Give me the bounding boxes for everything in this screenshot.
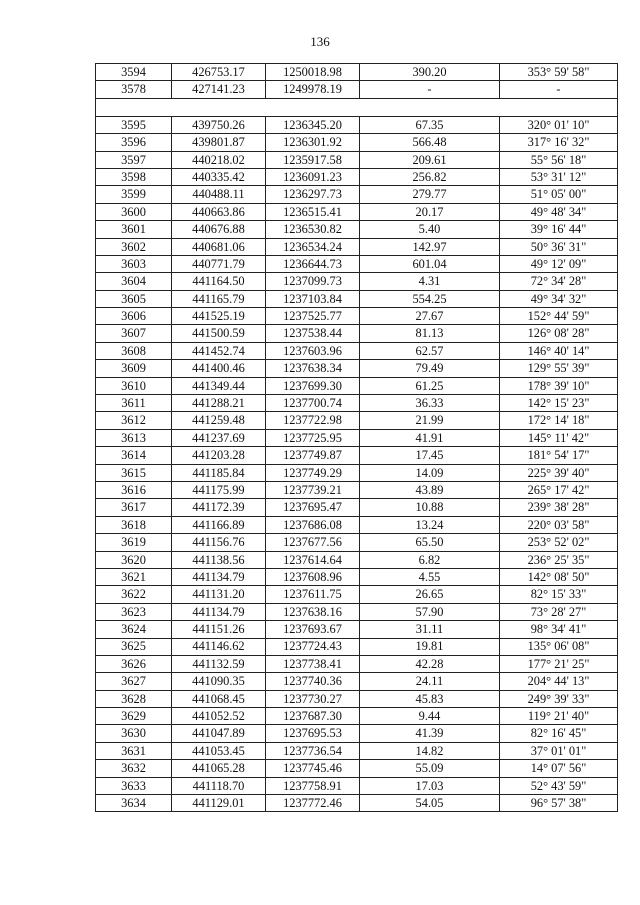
bearing-cell: 135° 06' 08" <box>500 638 618 655</box>
y-coordinate-cell: 1237772.46 <box>266 795 360 812</box>
distance-cell: 36.33 <box>360 395 500 412</box>
distance-cell: 41.39 <box>360 725 500 742</box>
y-coordinate-cell: 1236301.92 <box>266 134 360 151</box>
x-coordinate-cell: 440335.42 <box>172 168 266 185</box>
y-coordinate-cell: 1237745.46 <box>266 760 360 777</box>
point-number-cell: 3578 <box>96 81 172 98</box>
table-row <box>96 655 618 672</box>
bearing-cell: 55° 56' 18" <box>500 151 618 168</box>
table-row <box>96 186 618 203</box>
y-coordinate-cell: 1237695.53 <box>266 725 360 742</box>
distance-cell: 4.55 <box>360 568 500 585</box>
table-row <box>96 516 618 533</box>
distance-cell: 55.09 <box>360 760 500 777</box>
table-row <box>96 412 618 429</box>
bearing-cell: 317° 16' 32" <box>500 134 618 151</box>
y-coordinate-cell: 1236644.73 <box>266 255 360 272</box>
bearing-cell: 50° 36' 31" <box>500 238 618 255</box>
point-number-cell: 3597 <box>96 151 172 168</box>
bearing-cell: 204° 44' 13" <box>500 673 618 690</box>
y-coordinate-cell: 1237693.67 <box>266 621 360 638</box>
y-coordinate-cell: 1237638.34 <box>266 360 360 377</box>
table-row <box>96 377 618 394</box>
table-row <box>96 638 618 655</box>
bearing-cell: 126° 08' 28" <box>500 325 618 342</box>
bearing-cell: 53° 31' 12" <box>500 168 618 185</box>
distance-cell: 65.50 <box>360 534 500 551</box>
y-coordinate-cell: 1237603.96 <box>266 342 360 359</box>
point-number-cell: 3617 <box>96 499 172 516</box>
x-coordinate-cell: 441053.45 <box>172 742 266 759</box>
table-row <box>96 621 618 638</box>
point-number-cell: 3605 <box>96 290 172 307</box>
distance-cell: 14.82 <box>360 742 500 759</box>
point-number-cell: 3631 <box>96 742 172 759</box>
y-coordinate-cell: 1237722.98 <box>266 412 360 429</box>
distance-cell: 43.89 <box>360 481 500 498</box>
table-row <box>96 795 618 812</box>
y-coordinate-cell: 1237730.27 <box>266 690 360 707</box>
point-number-cell: 3634 <box>96 795 172 812</box>
distance-cell: 17.03 <box>360 777 500 794</box>
x-coordinate-cell: 441165.79 <box>172 290 266 307</box>
bearing-cell: 98° 34' 41" <box>500 621 618 638</box>
bearing-cell: 236° 25' 35" <box>500 551 618 568</box>
table-body-main <box>96 116 618 812</box>
bearing-cell: 152° 44' 59" <box>500 308 618 325</box>
y-coordinate-cell: 1236530.82 <box>266 221 360 238</box>
x-coordinate-cell: 441185.84 <box>172 464 266 481</box>
bearing-cell: 181° 54' 17" <box>500 447 618 464</box>
x-coordinate-cell: 441164.50 <box>172 273 266 290</box>
bearing-cell: 265° 17' 42" <box>500 481 618 498</box>
y-coordinate-cell: 1237614.64 <box>266 551 360 568</box>
point-number-cell: 3613 <box>96 429 172 446</box>
table-row <box>96 760 618 777</box>
y-coordinate-cell: 1237638.16 <box>266 603 360 620</box>
y-coordinate-cell: 1237738.41 <box>266 655 360 672</box>
x-coordinate-cell: 441166.89 <box>172 516 266 533</box>
distance-cell: 390.20 <box>360 64 500 81</box>
x-coordinate-cell: 426753.17 <box>172 64 266 81</box>
x-coordinate-cell: 439750.26 <box>172 116 266 133</box>
bearing-cell: 142° 15' 23" <box>500 395 618 412</box>
bearing-cell: 73° 28' 27" <box>500 603 618 620</box>
point-number-cell: 3598 <box>96 168 172 185</box>
point-number-cell: 3600 <box>96 203 172 220</box>
x-coordinate-cell: 440663.86 <box>172 203 266 220</box>
x-coordinate-cell: 441129.01 <box>172 795 266 812</box>
y-coordinate-cell: 1236297.73 <box>266 186 360 203</box>
bearing-cell: 225° 39' 40" <box>500 464 618 481</box>
x-coordinate-cell: 441172.39 <box>172 499 266 516</box>
point-number-cell: 3625 <box>96 638 172 655</box>
table-row <box>96 603 618 620</box>
bearing-cell: - <box>500 81 618 98</box>
bearing-cell: 172° 14' 18" <box>500 412 618 429</box>
point-number-cell: 3612 <box>96 412 172 429</box>
distance-cell: 41.91 <box>360 429 500 446</box>
table-row <box>96 342 618 359</box>
y-coordinate-cell: 1237749.87 <box>266 447 360 464</box>
bearing-cell: 119° 21' 40" <box>500 708 618 725</box>
y-coordinate-cell: 1236515.41 <box>266 203 360 220</box>
point-number-cell: 3615 <box>96 464 172 481</box>
point-number-cell: 3608 <box>96 342 172 359</box>
y-coordinate-cell: 1236091.23 <box>266 168 360 185</box>
table-row <box>96 499 618 516</box>
bearing-cell: 145° 11' 42" <box>500 429 618 446</box>
distance-cell: 20.17 <box>360 203 500 220</box>
point-number-cell: 3629 <box>96 708 172 725</box>
bearing-cell: 51° 05' 00" <box>500 186 618 203</box>
bearing-cell: 129° 55' 39" <box>500 360 618 377</box>
point-number-cell: 3624 <box>96 621 172 638</box>
point-number-cell: 3607 <box>96 325 172 342</box>
table-row <box>96 325 618 342</box>
distance-cell: 42.28 <box>360 655 500 672</box>
distance-cell: 10.88 <box>360 499 500 516</box>
table-row <box>96 708 618 725</box>
x-coordinate-cell: 441090.35 <box>172 673 266 690</box>
y-coordinate-cell: 1237724.43 <box>266 638 360 655</box>
x-coordinate-cell: 441134.79 <box>172 568 266 585</box>
table-row <box>96 586 618 603</box>
y-coordinate-cell: 1237699.30 <box>266 377 360 394</box>
table-body-top <box>96 64 618 99</box>
bearing-cell: 353° 59' 58" <box>500 64 618 81</box>
distance-cell: 209.61 <box>360 151 500 168</box>
table-row <box>96 690 618 707</box>
table-row <box>96 777 618 794</box>
bearing-cell: 49° 48' 34" <box>500 203 618 220</box>
distance-cell: 6.82 <box>360 551 500 568</box>
x-coordinate-cell: 441452.74 <box>172 342 266 359</box>
table-row <box>96 203 618 220</box>
distance-cell: - <box>360 81 500 98</box>
x-coordinate-cell: 441156.76 <box>172 534 266 551</box>
distance-cell: 566.48 <box>360 134 500 151</box>
table-row <box>96 429 618 446</box>
table-row <box>96 568 618 585</box>
x-coordinate-cell: 441068.45 <box>172 690 266 707</box>
table-row <box>96 447 618 464</box>
distance-cell: 54.05 <box>360 795 500 812</box>
x-coordinate-cell: 441349.44 <box>172 377 266 394</box>
table-row <box>96 551 618 568</box>
table-row <box>96 360 618 377</box>
table-row <box>96 238 618 255</box>
y-coordinate-cell: 1237695.47 <box>266 499 360 516</box>
y-coordinate-cell: 1237525.77 <box>266 308 360 325</box>
y-coordinate-cell: 1249978.19 <box>266 81 360 98</box>
x-coordinate-cell: 441138.56 <box>172 551 266 568</box>
x-coordinate-cell: 441400.46 <box>172 360 266 377</box>
bearing-cell: 220° 03' 58" <box>500 516 618 533</box>
y-coordinate-cell: 1237687.30 <box>266 708 360 725</box>
bearing-cell: 142° 08' 50" <box>500 568 618 585</box>
distance-cell: 9.44 <box>360 708 500 725</box>
point-number-cell: 3594 <box>96 64 172 81</box>
distance-cell: 4.31 <box>360 273 500 290</box>
x-coordinate-cell: 441525.19 <box>172 308 266 325</box>
bearing-cell: 178° 39' 10" <box>500 377 618 394</box>
distance-cell: 279.77 <box>360 186 500 203</box>
table-row <box>96 725 618 742</box>
y-coordinate-cell: 1235917.58 <box>266 151 360 168</box>
bearing-cell: 249° 39' 33" <box>500 690 618 707</box>
x-coordinate-cell: 441237.69 <box>172 429 266 446</box>
distance-cell: 81.13 <box>360 325 500 342</box>
x-coordinate-cell: 441203.28 <box>172 447 266 464</box>
bearing-cell: 239° 38' 28" <box>500 499 618 516</box>
y-coordinate-cell: 1237736.54 <box>266 742 360 759</box>
table-row <box>96 290 618 307</box>
point-number-cell: 3627 <box>96 673 172 690</box>
blank-separator-row <box>96 98 618 116</box>
bearing-cell: 253° 52' 02" <box>500 534 618 551</box>
point-number-cell: 3599 <box>96 186 172 203</box>
x-coordinate-cell: 427141.23 <box>172 81 266 98</box>
y-coordinate-cell: 1237686.08 <box>266 516 360 533</box>
page-number: 136 <box>310 34 330 49</box>
distance-cell: 45.83 <box>360 690 500 707</box>
y-coordinate-cell: 1237103.84 <box>266 290 360 307</box>
point-number-cell: 3620 <box>96 551 172 568</box>
bearing-cell: 82° 16' 45" <box>500 725 618 742</box>
table-row <box>96 464 618 481</box>
bearing-cell: 96° 57' 38" <box>500 795 618 812</box>
x-coordinate-cell: 441259.48 <box>172 412 266 429</box>
x-coordinate-cell: 440771.79 <box>172 255 266 272</box>
table-row <box>96 308 618 325</box>
distance-cell: 601.04 <box>360 255 500 272</box>
x-coordinate-cell: 441288.21 <box>172 395 266 412</box>
bearing-cell: 52° 43' 59" <box>500 777 618 794</box>
x-coordinate-cell: 440218.02 <box>172 151 266 168</box>
y-coordinate-cell: 1237725.95 <box>266 429 360 446</box>
point-number-cell: 3618 <box>96 516 172 533</box>
distance-cell: 554.25 <box>360 290 500 307</box>
x-coordinate-cell: 441052.52 <box>172 708 266 725</box>
distance-cell: 24.11 <box>360 673 500 690</box>
table-row <box>96 481 618 498</box>
bearing-cell: 49° 12' 09" <box>500 255 618 272</box>
y-coordinate-cell: 1237538.44 <box>266 325 360 342</box>
distance-cell: 31.11 <box>360 621 500 638</box>
x-coordinate-cell: 441131.20 <box>172 586 266 603</box>
point-number-cell: 3632 <box>96 760 172 777</box>
bearing-cell: 49° 34' 32" <box>500 290 618 307</box>
table-row <box>96 273 618 290</box>
x-coordinate-cell: 440676.88 <box>172 221 266 238</box>
bearing-cell: 14° 07' 56" <box>500 760 618 777</box>
table-row <box>96 64 618 81</box>
x-coordinate-cell: 441118.70 <box>172 777 266 794</box>
distance-cell: 79.49 <box>360 360 500 377</box>
distance-cell: 27.67 <box>360 308 500 325</box>
table-row <box>96 673 618 690</box>
y-coordinate-cell: 1237749.29 <box>266 464 360 481</box>
y-coordinate-cell: 1237611.75 <box>266 586 360 603</box>
x-coordinate-cell: 441132.59 <box>172 655 266 672</box>
table-row <box>96 134 618 151</box>
point-number-cell: 3628 <box>96 690 172 707</box>
distance-cell: 17.45 <box>360 447 500 464</box>
y-coordinate-cell: 1236345.20 <box>266 116 360 133</box>
point-number-cell: 3596 <box>96 134 172 151</box>
y-coordinate-cell: 1237677.56 <box>266 534 360 551</box>
x-coordinate-cell: 441146.62 <box>172 638 266 655</box>
x-coordinate-cell: 441500.59 <box>172 325 266 342</box>
y-coordinate-cell: 1237700.74 <box>266 395 360 412</box>
point-number-cell: 3633 <box>96 777 172 794</box>
table-row <box>96 168 618 185</box>
distance-cell: 5.40 <box>360 221 500 238</box>
table-row <box>96 395 618 412</box>
distance-cell: 26.65 <box>360 586 500 603</box>
bearing-cell: 72° 34' 28" <box>500 273 618 290</box>
distance-cell: 256.82 <box>360 168 500 185</box>
point-number-cell: 3609 <box>96 360 172 377</box>
y-coordinate-cell: 1236534.24 <box>266 238 360 255</box>
x-coordinate-cell: 441134.79 <box>172 603 266 620</box>
bearing-cell: 320° 01' 10" <box>500 116 618 133</box>
distance-cell: 142.97 <box>360 238 500 255</box>
x-coordinate-cell: 441065.28 <box>172 760 266 777</box>
point-number-cell: 3606 <box>96 308 172 325</box>
distance-cell: 21.99 <box>360 412 500 429</box>
bearing-cell: 37° 01' 01" <box>500 742 618 759</box>
point-number-cell: 3603 <box>96 255 172 272</box>
bearing-cell: 39° 16' 44" <box>500 221 618 238</box>
table-row <box>96 255 618 272</box>
x-coordinate-cell: 440488.11 <box>172 186 266 203</box>
bearing-cell: 177° 21' 25" <box>500 655 618 672</box>
point-number-cell: 3621 <box>96 568 172 585</box>
table-row <box>96 742 618 759</box>
y-coordinate-cell: 1237608.96 <box>266 568 360 585</box>
bearing-cell: 82° 15' 33" <box>500 586 618 603</box>
point-number-cell: 3610 <box>96 377 172 394</box>
y-coordinate-cell: 1237758.91 <box>266 777 360 794</box>
x-coordinate-cell: 439801.87 <box>172 134 266 151</box>
table-gap <box>96 98 618 116</box>
point-number-cell: 3614 <box>96 447 172 464</box>
distance-cell: 14.09 <box>360 464 500 481</box>
y-coordinate-cell: 1250018.98 <box>266 64 360 81</box>
y-coordinate-cell: 1237739.21 <box>266 481 360 498</box>
x-coordinate-cell: 441175.99 <box>172 481 266 498</box>
distance-cell: 19.81 <box>360 638 500 655</box>
point-number-cell: 3626 <box>96 655 172 672</box>
blank-cell <box>96 98 618 116</box>
distance-cell: 62.57 <box>360 342 500 359</box>
point-number-cell: 3616 <box>96 481 172 498</box>
point-number-cell: 3611 <box>96 395 172 412</box>
y-coordinate-cell: 1237099.73 <box>266 273 360 290</box>
point-number-cell: 3623 <box>96 603 172 620</box>
x-coordinate-cell: 441047.89 <box>172 725 266 742</box>
distance-cell: 67.35 <box>360 116 500 133</box>
point-number-cell: 3601 <box>96 221 172 238</box>
point-number-cell: 3619 <box>96 534 172 551</box>
table-row <box>96 116 618 133</box>
bearing-cell: 146° 40' 14" <box>500 342 618 359</box>
distance-cell: 13.24 <box>360 516 500 533</box>
x-coordinate-cell: 441151.26 <box>172 621 266 638</box>
table-row <box>96 81 618 98</box>
point-number-cell: 3622 <box>96 586 172 603</box>
table-row <box>96 151 618 168</box>
distance-cell: 57.90 <box>360 603 500 620</box>
point-number-cell: 3630 <box>96 725 172 742</box>
table-row <box>96 221 618 238</box>
x-coordinate-cell: 440681.06 <box>172 238 266 255</box>
y-coordinate-cell: 1237740.36 <box>266 673 360 690</box>
point-number-cell: 3595 <box>96 116 172 133</box>
point-number-cell: 3602 <box>96 238 172 255</box>
distance-cell: 61.25 <box>360 377 500 394</box>
coordinates-table <box>95 63 618 812</box>
table-row <box>96 534 618 551</box>
point-number-cell: 3604 <box>96 273 172 290</box>
